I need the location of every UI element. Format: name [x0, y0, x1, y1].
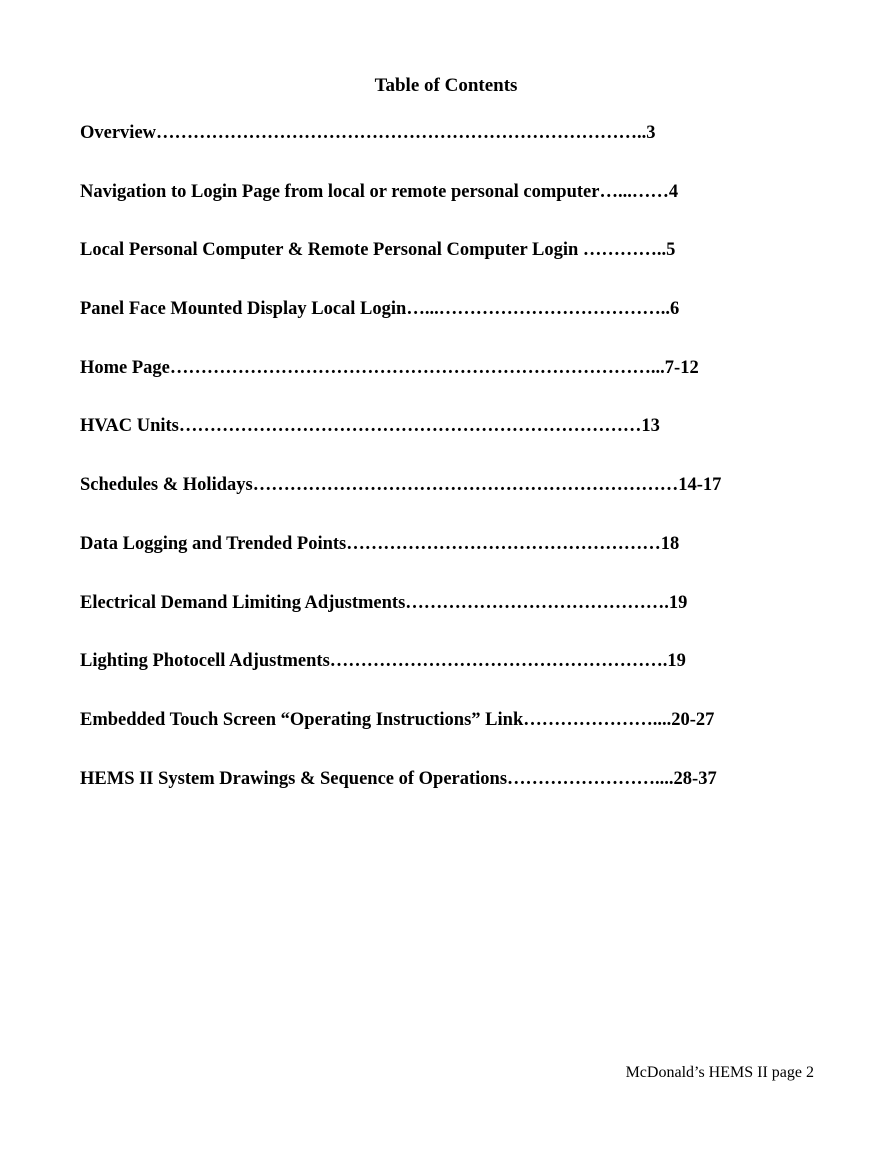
toc-entry-label: Overview: [80, 123, 157, 143]
toc-entry-leader: …………………………………………………………………: [178, 416, 642, 437]
toc-entry-page: 5: [666, 240, 676, 261]
toc-entry-overview: [80, 120, 721, 179]
toc-entry-leader: ……………………………………………………………………...: [169, 357, 665, 378]
toc-entry-leader: ……………………………………………………………: [252, 475, 679, 496]
toc-entry-label: HVAC Units: [80, 416, 179, 437]
toc-entry-navigation: [80, 179, 721, 238]
toc-entry-leader: ……………………....: [507, 768, 674, 789]
toc-entry-schedules: [80, 472, 721, 531]
toc-entry-page: 14-17: [678, 475, 722, 496]
toc-entry-page: 4: [668, 181, 679, 202]
toc-entry-label: Panel Face Mounted Display Local Login: [80, 299, 407, 320]
toc-entry-leader: ……………………………………………: [346, 533, 661, 554]
toc-list: [80, 120, 721, 824]
toc-entry-page: 6: [669, 299, 680, 320]
toc-entry-hvac-units: [80, 413, 721, 472]
toc-entry-label: Data Logging and Trended Points: [80, 533, 347, 554]
toc-entry-home-page: [80, 355, 721, 414]
toc-entry-page: 19: [668, 592, 688, 613]
toc-entry-touch-screen: [80, 707, 721, 766]
toc-entry-page: 7-12: [664, 357, 699, 378]
toc-entry-label: Local Personal Computer & Remote Personal Computer Login: [80, 240, 583, 261]
toc-entry-leader: ……………………………………………….: [329, 651, 668, 672]
toc-entry-page: 3: [646, 123, 656, 143]
toc-entry-leader: ……………………………………………………………………..: [156, 123, 647, 143]
toc-entry-label: Home Page: [80, 357, 170, 378]
toc-entry-leader: …………………....: [523, 709, 672, 730]
toc-entry-demand-limiting: [80, 590, 721, 649]
toc-entry-label: HEMS II System Drawings & Sequence of Operations: [80, 768, 508, 789]
page-footer: McDonald’s HEMS II page 2: [625, 1064, 814, 1081]
toc-entry-page: 20-27: [671, 709, 715, 730]
toc-entry-photocell: [80, 648, 721, 707]
toc-entry-panel-login: [80, 296, 721, 355]
toc-entry-label: Electrical Demand Limiting Adjustments: [80, 592, 406, 613]
toc-entry-page: 28-37: [673, 768, 717, 789]
toc-entry-pc-login: [80, 237, 721, 296]
toc-title: Table of Contents: [374, 75, 518, 96]
toc-entry-label: Embedded Touch Screen “Operating Instructions” Link: [80, 709, 524, 730]
toc-entry-leader: …………………………………….: [405, 592, 669, 613]
toc-entry-leader: …...………………………………..: [406, 299, 670, 320]
toc-entry-page: 18: [660, 533, 680, 554]
toc-entry-label: Schedules & Holidays: [80, 475, 253, 496]
toc-entry-leader: …………..: [582, 240, 667, 261]
toc-entry-page: 19: [667, 651, 686, 672]
toc-entry-leader: …...……: [599, 181, 669, 202]
toc-entry-label: Lighting Photocell Adjustments: [80, 651, 330, 672]
toc-entry-page: 13: [641, 416, 660, 437]
toc-entry-system-drawings: [80, 766, 721, 825]
toc-entry-data-logging: [80, 531, 721, 590]
toc-entry-label: Navigation to Login Page from local or remote personal computer: [80, 181, 600, 202]
